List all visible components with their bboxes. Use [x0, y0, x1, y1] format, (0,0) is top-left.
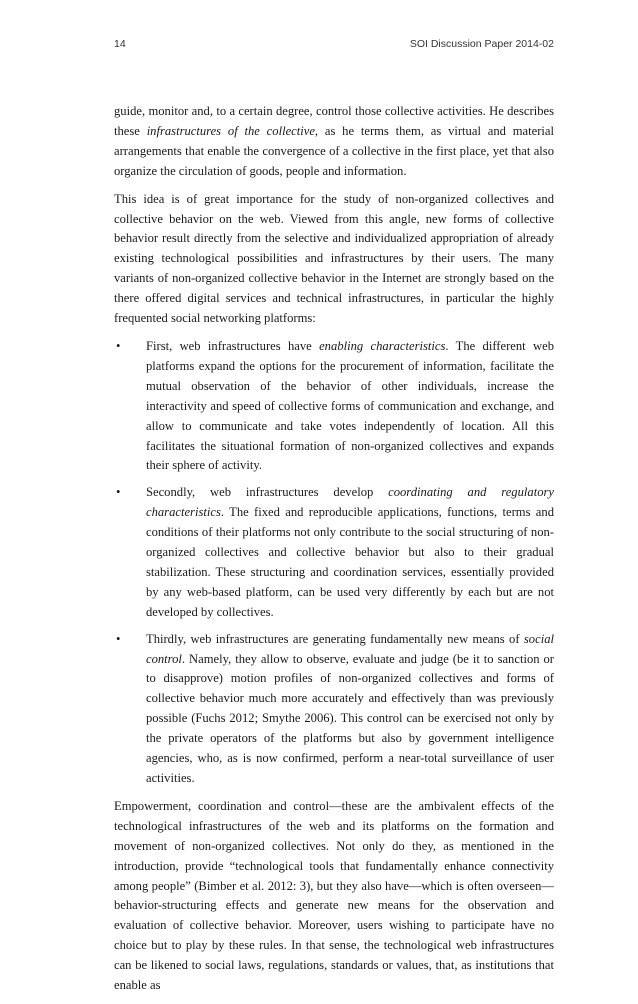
bullet-icon: • — [116, 485, 121, 500]
list-item: • Secondly, web infrastructures develop coordinating and regulatory characteristics. The fixed and reproducible applications, functions, terms and conditions of their platforms not only contribute to the social structuring of non-organized collectives and collective behavior but also to their gradual stabilization. These structuring and coordination services, essentially provided by any web-based platform, can be used very differently by each but are not developed by collectives. — [116, 485, 554, 619]
page-number: 14 — [114, 38, 126, 50]
bullet-list — [114, 337, 554, 789]
list-item: • First, web infrastructures have enabling characteristics. The different web platforms expand the options for the procurement of information, facilitate the mutual observation of the behavior of other individuals, increase the interactivity and speed of collective forms of communication and exchange, and allow to communicate and take votes independently of location. All this facilitates the situational formation of non-organized collectives and expands their sphere of activity. — [116, 338, 554, 473]
body-text — [114, 102, 554, 1004]
emphasis-term: social control — [146, 631, 554, 666]
bullet-icon: • — [116, 631, 121, 646]
list-item: • Thirdly, web infrastructures are generating fundamentally new means of social control. Namely, they allow to observe, evaluate and judge (be it to sanction or to disapprove) motion profiles of non-organized collectives and forms of collective behavior much more accurately and effectively than was previously possible (Fuchs 2012; Smythe 2006). This control can be exercised not only by the private operators of the platforms but also by government intelligence agencies, who, as is now confirmed, perform a near-total surveillance of user activities. — [116, 631, 554, 785]
emphasis-term: enabling characteristics — [319, 338, 446, 353]
emphasis-infrastructures: infrastructures of the collective — [146, 123, 315, 138]
paragraph-2: This idea is of great importance for the study of non-organized collectives and collective behavior on the web. Viewed from this angle, new forms of collective behavior result directly from the selective and individualized appropriation of already existing technological possibilities and infrastructures by their users. The many variants of non-organized collective behavior in the Internet are strongly based on the there offered digital services and technical infrastructures, in particular the highly frequented social networking platforms: — [114, 191, 554, 326]
emphasis-term: coordinating and regulatory characteristics — [146, 485, 554, 520]
running-head-series: SOI Discussion Paper 2014-02 — [409, 38, 554, 50]
paragraph-3: Empowerment, coordination and control—these are the ambivalent effects of the technological infrastructures of the web and its platforms on the formation and movement of non-organized collectives. Not only do they, as mentioned in the introduction, provide “technological tools that fundamentally enhance connectivity among people” (Bimber et al. 2012: 3), but they also have—which is often overseen—behavior-structuring effects and generate new means for the observation and evaluation of collective behavior. Moreover, users wishing to participate have no choice but to play by these rules. In that sense, the technological web infrastructures can be likened to social laws, regulations, standards or values, that, as institutions that enable as — [114, 798, 554, 993]
paragraph-1: guide, monitor and, to a certain degree, control those collective activities. He describes these infrastructures of the collective, as he terms them, as virtual and material arrangements that enable the convergence of a collective in the first place, yet that also organize the circulation of goods, people and information. — [114, 104, 554, 178]
bullet-icon: • — [116, 338, 121, 353]
